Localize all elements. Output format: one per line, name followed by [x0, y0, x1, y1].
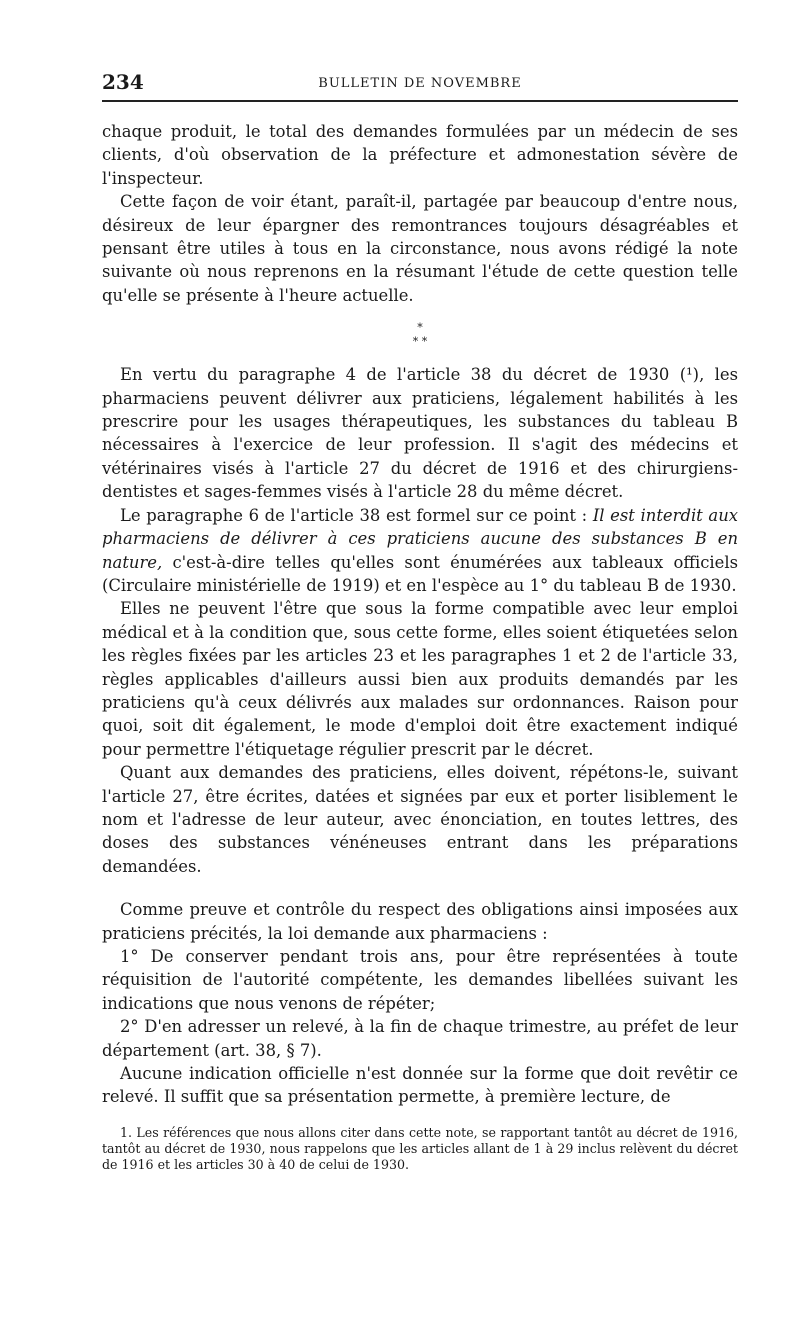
article-body — [102, 120, 738, 1173]
page-number: 234 — [102, 70, 144, 94]
italic-quotation: Il est interdit aux pharmaciens de délivrer à ces praticiens aucune des substances B en nature, — [102, 505, 738, 572]
paragraph: Aucune indication officielle n'est donnée sur la forme que doit revêtir ce relevé. Il suffit que sa présentation permette, à première lecture, de — [102, 1064, 738, 1107]
list-item: 1° De conserver pendant trois ans, pour être représentées à toute réquisition de l'autorité compétente, les demandes libellées suivant les indications que nous venons de répéter; — [102, 947, 738, 1013]
page-header — [102, 68, 738, 102]
paragraph: En vertu du paragraphe 4 de l'article 38 du décret de 1930 (¹), les pharmaciens peuvent délivrer aux praticiens, légalement habilités à les prescrire pour les usages thérapeutiques, les substances du tableau B nécessaires à l'exercice de leur profession. Il s'agit des médecins et vétérinaires visés à l'article 27 du décret de 1916 et des chirurgiens-dentistes et sages-femmes visés à l'article 28 du même décret. — [102, 365, 738, 502]
page — [102, 68, 738, 1173]
paragraph: Elles ne peuvent l'être que sous la forme compatible avec leur emploi médical et à la condition que, sous cette forme, elles soient étiquetées selon les règles fixées par les articles 23 et les paragraphes 1 et 2 de l'article 33, règles applicables d'ailleurs aussi bien aux produits demandés par les praticiens qu'à ceux délivrés aux malades sur ordonnances. Raison pour quoi, soit dit également, le mode d'emploi doit être exactement indiqué pour permettre l'étiquetage régulier prescrit par le décret. — [102, 599, 738, 759]
paragraph-gap — [102, 878, 738, 898]
section-separator-asterism: * * * — [412, 321, 428, 349]
paragraph: chaque produit, le total des demandes formulées par un médecin de ses clients, d'où observation de la préfecture et admonestation sévère de l'inspecteur. — [102, 122, 738, 188]
paragraph: Quant aux demandes des praticiens, elles doivent, répétons-le, suivant l'article 27, être écrites, datées et signées par eux et porter lisiblement le nom et l'adresse de leur auteur, avec énonciation, en toutes lettres, des doses des substances vénéneuses entrant dans les préparations demandées. — [102, 763, 738, 876]
paragraph-text: Le paragraphe 6 de l'article 38 est formel sur ce point : — [120, 505, 593, 525]
paragraph: Comme preuve et contrôle du respect des obligations ainsi imposées aux praticiens précités, la loi demande aux pharmaciens : — [102, 900, 738, 943]
footnote: 1. Les références que nous allons citer dans cette note, se rapportant tantôt au décret de 1916, tantôt au décret de 1930, nous rappelons que les articles allant de 1 à 29 inclus relèvent du décret de 1916 et les articles 30 à 40 de celui de 1930. — [102, 1124, 738, 1172]
paragraph-text: c'est-à-dire telles qu'elles sont énumérées aux tableaux officiels (Circulaire ministérielle de 1919) et en l'espèce au 1° du tableau B de 1930. — [102, 552, 738, 595]
paragraph — [102, 504, 738, 598]
list-item: 2° D'en adresser un relevé, à la fin de chaque trimestre, au préfet de leur département (art. 38, § 7). — [102, 1017, 738, 1060]
paragraph: Cette façon de voir étant, paraît-il, partagée par beaucoup d'entre nous, désireux de leur épargner des remontrances toujours désagréables et pensant être utiles à tous en la circonstance, nous avons rédigé la note suivante où nous reprenons en la résumant l'étude de cette question telle qu'elle se présente à l'heure actuelle. — [102, 192, 738, 305]
running-title: BULLETIN DE NOVEMBRE — [318, 76, 522, 91]
